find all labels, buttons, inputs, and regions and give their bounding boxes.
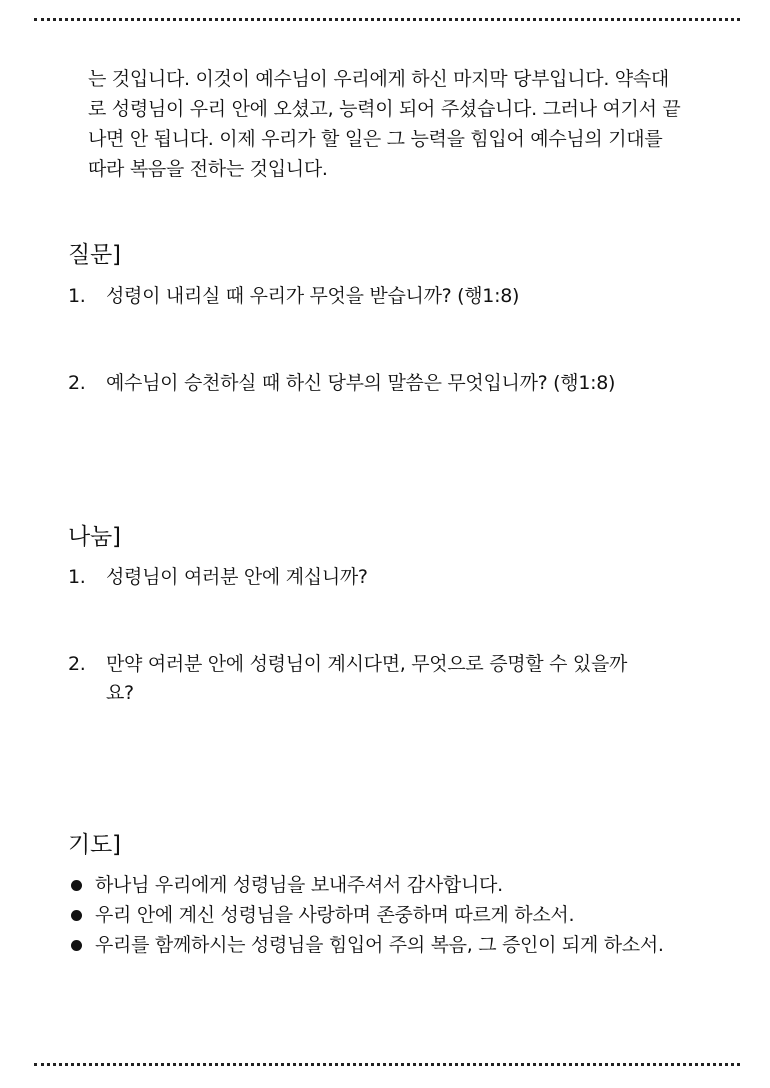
prayer-text: 우리 안에 계신 성령님을 사랑하며 존중하며 따르게 하소서. — [95, 904, 575, 926]
intro-line: 따라 복음을 전하는 것입니다. — [88, 158, 328, 180]
question-text: 성령이 내리실 때 우리가 무엇을 받습니까? (행1:8) — [106, 285, 520, 307]
question-text: 예수님이 승천하실 때 하신 당부의 말씀은 무엇입니까? (행1:8) — [106, 372, 616, 394]
question-item — [68, 369, 708, 398]
sharing-text: 성령님이 여러분 안에 계십니까? — [106, 566, 368, 588]
prayer-item — [68, 870, 748, 900]
intro-line: 나면 안 됩니다. 이제 우리가 할 일은 그 능력을 힘입어 예수님의 기대를 — [88, 128, 663, 150]
bullet-icon — [71, 910, 82, 921]
questions-heading: 질문] — [68, 242, 121, 268]
bottom-divider — [34, 1063, 740, 1066]
intro-paragraph — [88, 64, 728, 184]
question-number: 1. — [68, 285, 86, 307]
sharing-item — [68, 650, 708, 708]
bullet-icon — [71, 880, 82, 891]
sharing-item — [68, 563, 708, 592]
prayer-text: 하나님 우리에게 성령님을 보내주셔서 감사합니다. — [95, 874, 503, 896]
question-item — [68, 282, 708, 311]
prayer-list — [68, 870, 748, 960]
sharing-number: 1. — [68, 566, 86, 588]
prayer-text: 우리를 함께하시는 성령님을 힘입어 주의 복음, 그 증인이 되게 하소서. — [95, 934, 664, 956]
sharing-text: 요? — [106, 682, 134, 704]
question-number: 2. — [68, 372, 86, 394]
prayer-item — [68, 930, 748, 960]
prayer-heading: 기도] — [68, 832, 121, 858]
sharing-number: 2. — [68, 653, 86, 675]
bullet-icon — [71, 940, 82, 951]
sharing-heading: 나눔] — [68, 524, 121, 550]
sharing-text: 만약 여러분 안에 성령님이 계시다면, 무엇으로 증명할 수 있을까 — [106, 653, 628, 675]
top-divider — [34, 18, 740, 21]
prayer-item — [68, 900, 748, 930]
intro-line: 는 것입니다. 이것이 예수님이 우리에게 하신 마지막 당부입니다. 약속대 — [88, 68, 669, 90]
intro-line: 로 성령님이 우리 안에 오셨고, 능력이 되어 주셨습니다. 그러나 여기서 끝 — [88, 98, 681, 120]
